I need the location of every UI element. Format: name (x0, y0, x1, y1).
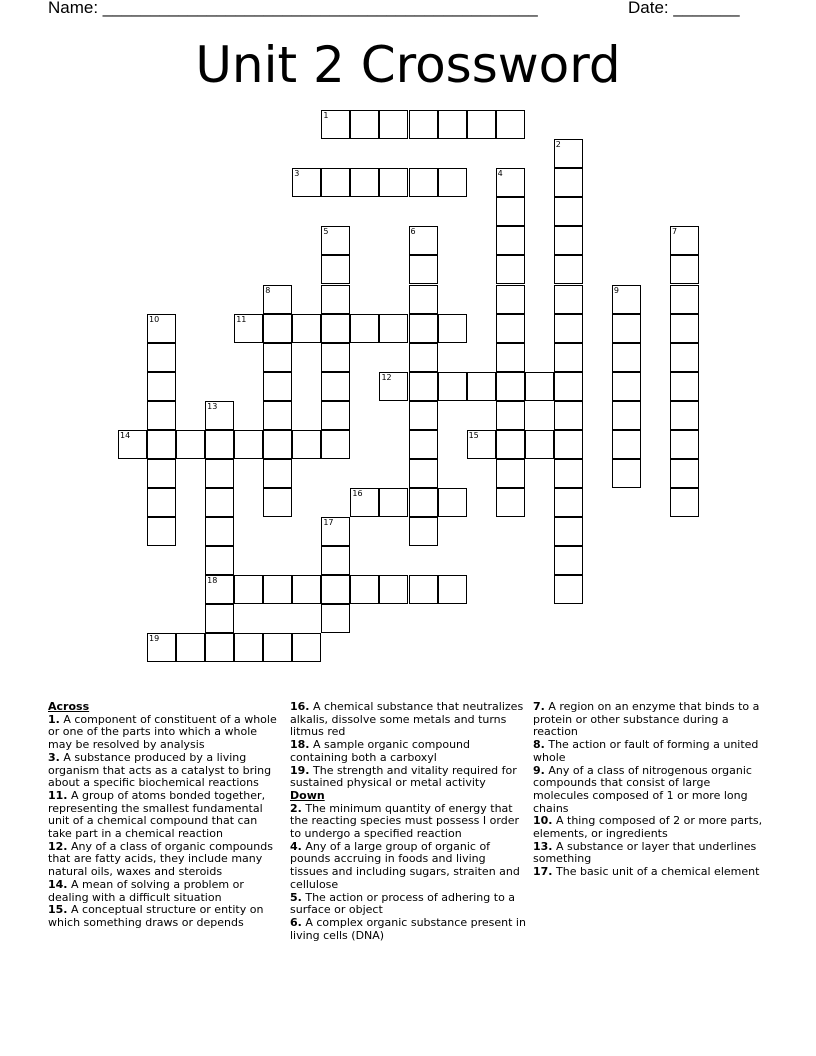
crossword-cell[interactable] (350, 168, 379, 197)
crossword-cell[interactable] (409, 314, 438, 343)
cell-number: 16 (352, 488, 363, 498)
date-field-label[interactable]: Date: _______ (628, 0, 740, 17)
clue-across-14: 14. A mean of solving a problem or dealing with a difficult situation (48, 877, 244, 904)
crossword-cell[interactable] (321, 517, 350, 546)
crossword-cell[interactable] (263, 372, 292, 401)
crossword-cell[interactable] (205, 575, 234, 604)
crossword-cell[interactable] (496, 285, 525, 314)
cell-number: 5 (323, 227, 329, 237)
crossword-cell[interactable] (234, 314, 263, 343)
crossword-cell[interactable] (379, 488, 408, 517)
crossword-cell[interactable] (205, 430, 234, 459)
crossword-cell[interactable] (670, 285, 699, 314)
crossword-cell[interactable] (409, 488, 438, 517)
crossword-cell[interactable] (670, 372, 699, 401)
cell-number: 14 (120, 430, 131, 440)
crossword-cell[interactable] (554, 255, 583, 284)
clue-down-17: 17. The basic unit of a chemical element (533, 865, 760, 879)
crossword-cell[interactable] (670, 459, 699, 488)
crossword-cell[interactable] (321, 546, 350, 575)
crossword-cell[interactable] (525, 430, 554, 459)
clues-column-2 (290, 701, 526, 942)
crossword-cell[interactable] (554, 197, 583, 226)
crossword-cell[interactable] (554, 401, 583, 430)
cell-number: 8 (265, 285, 271, 295)
crossword-cell[interactable] (409, 110, 438, 139)
crossword-cell[interactable] (321, 314, 350, 343)
crossword-cell[interactable] (321, 343, 350, 372)
crossword-cell[interactable] (263, 343, 292, 372)
crossword-cell[interactable] (612, 314, 641, 343)
crossword-cell[interactable] (409, 168, 438, 197)
cell-number: 15 (468, 430, 479, 440)
clue-across-11: 11. A group of atoms bonded together, representing the smallest fundamental unit of a chemical compound that can take part in a chemical reaction (48, 788, 266, 841)
crossword-cell[interactable] (554, 168, 583, 197)
crossword-cell[interactable] (409, 459, 438, 488)
crossword-cell[interactable] (554, 285, 583, 314)
crossword-cell[interactable] (263, 285, 292, 314)
cell-number: 4 (497, 169, 503, 179)
clue-across-3: 3. A substance produced by a living organism that acts as a catalyst to bring about a specific biochemical reactions (48, 750, 272, 790)
crossword-cell[interactable] (438, 575, 467, 604)
cell-number: 1 (323, 111, 329, 121)
crossword-cell[interactable] (263, 459, 292, 488)
crossword-cell[interactable] (496, 110, 525, 139)
name-field-label[interactable]: Name: ______________________________________________ (48, 0, 538, 17)
crossword-cell[interactable] (147, 488, 176, 517)
clue-down-4: 4. Any of a large group of organic of pounds accruing in foods and living tissues and including sugars, straiten and cellulose (290, 839, 520, 891)
crossword-cell[interactable] (554, 430, 583, 459)
crossword-cell[interactable] (612, 430, 641, 459)
crossword-cell[interactable] (234, 633, 263, 662)
crossword-cell[interactable] (321, 604, 350, 633)
crossword-cell[interactable] (263, 633, 292, 662)
cell-number: 12 (381, 372, 392, 382)
crossword-cell[interactable] (496, 168, 525, 197)
crossword-cell[interactable] (554, 517, 583, 546)
crossword-cell[interactable] (292, 314, 321, 343)
crossword-cell[interactable] (409, 575, 438, 604)
clue-down-8: 8. The action or fault of forming a united whole (533, 738, 759, 764)
crossword-cell[interactable] (612, 401, 641, 430)
clue-down-2: 2. The minimum quantity of energy that the reacting species must possess I order to undergo a specified reaction (290, 801, 519, 841)
cell-number: 17 (323, 517, 334, 527)
cell-number: 13 (207, 401, 218, 411)
clue-across-19: 19. The strength and vitality required for sustained physical or metal activity (290, 763, 517, 790)
crossword-cell[interactable] (670, 488, 699, 517)
across-heading: Across (48, 700, 90, 713)
crossword-cell[interactable] (554, 546, 583, 575)
crossword-cell[interactable] (379, 110, 408, 139)
crossword-cell[interactable] (554, 488, 583, 517)
clue-down-9: 9. Any of a class of nitrogenous organic compounds that consist of large molecules composed of 1 or more long chains (533, 763, 752, 815)
crossword-cell[interactable] (409, 285, 438, 314)
crossword-cell[interactable] (321, 255, 350, 284)
crossword-cell[interactable] (554, 139, 583, 168)
crossword-cell[interactable] (321, 372, 350, 401)
crossword-cell[interactable] (496, 314, 525, 343)
crossword-cell[interactable] (467, 430, 496, 459)
crossword-cell[interactable] (438, 372, 467, 401)
crossword-cell[interactable] (292, 633, 321, 662)
crossword-cell[interactable] (612, 343, 641, 372)
crossword-cell[interactable] (670, 343, 699, 372)
cell-number: 9 (613, 285, 619, 295)
crossword-cell[interactable] (670, 314, 699, 343)
crossword-cell[interactable] (438, 110, 467, 139)
crossword-cell[interactable] (321, 430, 350, 459)
cell-number: 10 (149, 314, 160, 324)
crossword-cell[interactable] (147, 314, 176, 343)
crossword-cell[interactable] (321, 110, 350, 139)
crossword-cell[interactable] (496, 430, 525, 459)
crossword-cell[interactable] (467, 110, 496, 139)
crossword-cell[interactable] (263, 575, 292, 604)
cell-number: 18 (207, 576, 218, 585)
crossword-cell[interactable] (409, 517, 438, 546)
crossword-cell[interactable] (292, 430, 321, 459)
clues-column-1 (48, 701, 280, 930)
crossword-cell[interactable] (321, 285, 350, 314)
clues-column-3 (533, 701, 769, 879)
crossword-cell[interactable] (612, 285, 641, 314)
crossword-cell[interactable] (205, 546, 234, 575)
crossword-cell[interactable] (409, 430, 438, 459)
crossword-cell[interactable] (379, 372, 408, 401)
cell-number: 3 (294, 169, 300, 179)
cell-number: 19 (149, 634, 160, 644)
crossword-cell[interactable] (205, 604, 234, 633)
crossword-cell[interactable] (379, 168, 408, 197)
crossword-cell[interactable] (321, 401, 350, 430)
crossword-cell[interactable] (205, 401, 234, 430)
down-heading: Down (290, 788, 325, 802)
crossword-cell[interactable] (612, 372, 641, 401)
crossword-cell[interactable] (176, 633, 205, 662)
crossword-cell[interactable] (670, 226, 699, 255)
crossword-cell[interactable] (496, 343, 525, 372)
clue-down-13: 13. A substance or layer that underlines something (533, 839, 757, 866)
crossword-cell[interactable] (205, 633, 234, 662)
crossword-cell[interactable] (496, 226, 525, 255)
crossword-cell[interactable] (467, 372, 496, 401)
crossword-cell[interactable] (379, 314, 408, 343)
crossword-cell[interactable] (234, 430, 263, 459)
crossword-cell[interactable] (147, 401, 176, 430)
crossword-cell[interactable] (321, 226, 350, 255)
crossword-cell[interactable] (176, 430, 205, 459)
page-title: Unit 2 Crossword (195, 36, 621, 94)
crossword-cell[interactable] (147, 459, 176, 488)
crossword-cell[interactable] (234, 575, 263, 604)
cell-number: 2 (555, 140, 561, 150)
crossword-cell[interactable] (147, 430, 176, 459)
crossword-cell[interactable] (554, 226, 583, 255)
crossword-cell[interactable] (292, 168, 321, 197)
crossword-cell[interactable] (321, 168, 350, 197)
crossword-cell[interactable] (496, 459, 525, 488)
clue-across-16: 16. A chemical substance that neutralizes alkalis, dissolve some metals and turns litmus red (290, 700, 524, 739)
crossword-cell[interactable] (409, 401, 438, 430)
crossword-cell[interactable] (496, 401, 525, 430)
clue-across-12: 12. Any of a class of organic compounds that are fatty acids, they include many natural oils, waxes and steroids (48, 839, 273, 879)
crossword-cell[interactable] (118, 430, 147, 459)
crossword-cell[interactable] (147, 372, 176, 401)
crossword-cell[interactable] (496, 372, 525, 401)
crossword-cell[interactable] (147, 343, 176, 372)
crossword-cell[interactable] (554, 372, 583, 401)
crossword-cell[interactable] (438, 168, 467, 197)
crossword-cell[interactable] (554, 459, 583, 488)
crossword-cell[interactable] (525, 372, 554, 401)
crossword-cell[interactable] (409, 255, 438, 284)
crossword-cell[interactable] (496, 197, 525, 226)
crossword-cell[interactable] (205, 517, 234, 546)
clue-down-7: 7. A region on an enzyme that binds to a protein or other substance during a reaction (533, 700, 760, 739)
crossword-cell[interactable] (670, 401, 699, 430)
crossword-cell[interactable] (147, 633, 176, 662)
clue-down-6: 6. A complex organic substance present in living cells (DNA) (290, 915, 526, 942)
cell-number: 11 (236, 314, 247, 324)
crossword-cell[interactable] (409, 343, 438, 372)
crossword-cell[interactable] (612, 459, 641, 488)
cell-number: 7 (671, 227, 678, 237)
crossword-cell[interactable] (350, 488, 379, 517)
crossword-cell[interactable] (554, 314, 583, 343)
clue-across-15: 15. A conceptual structure or entity on which something draws or depends (48, 903, 264, 929)
crossword-cell[interactable] (263, 314, 292, 343)
crossword-cell[interactable] (350, 314, 379, 343)
crossword-cell[interactable] (438, 314, 467, 343)
crossword-cell[interactable] (350, 110, 379, 139)
crossword-cell[interactable] (438, 488, 467, 517)
crossword-cell[interactable] (554, 575, 583, 604)
crossword-cell[interactable] (263, 401, 292, 430)
crossword-cell[interactable] (409, 372, 438, 401)
crossword-cell[interactable] (205, 488, 234, 517)
clue-across-18: 18. A sample organic compound containing both a carboxyl (290, 738, 470, 764)
crossword-cell[interactable] (670, 255, 699, 284)
crossword-cell[interactable] (554, 343, 583, 372)
crossword-cell[interactable] (670, 430, 699, 459)
crossword-cell[interactable] (263, 488, 292, 517)
cell-number: 6 (410, 227, 416, 237)
crossword-cell[interactable] (409, 226, 438, 255)
crossword-cell[interactable] (496, 255, 525, 284)
crossword-cell[interactable] (147, 517, 176, 546)
clue-down-5: 5. The action or process of adhering to a surface or object (290, 890, 516, 917)
crossword-cell[interactable] (379, 575, 408, 604)
clue-down-10: 10. A thing composed of 2 or more parts, elements, or ingredients (533, 814, 763, 841)
crossword-cell[interactable] (350, 575, 379, 604)
crossword-cell[interactable] (292, 575, 321, 604)
crossword-cell[interactable] (205, 459, 234, 488)
crossword-cell[interactable] (496, 488, 525, 517)
clue-across-1: 1. A component of constituent of a whole or one of the parts into which a whole may be resolved by analysis (48, 712, 277, 752)
crossword-cell[interactable] (321, 575, 350, 604)
crossword-cell[interactable] (263, 430, 292, 459)
